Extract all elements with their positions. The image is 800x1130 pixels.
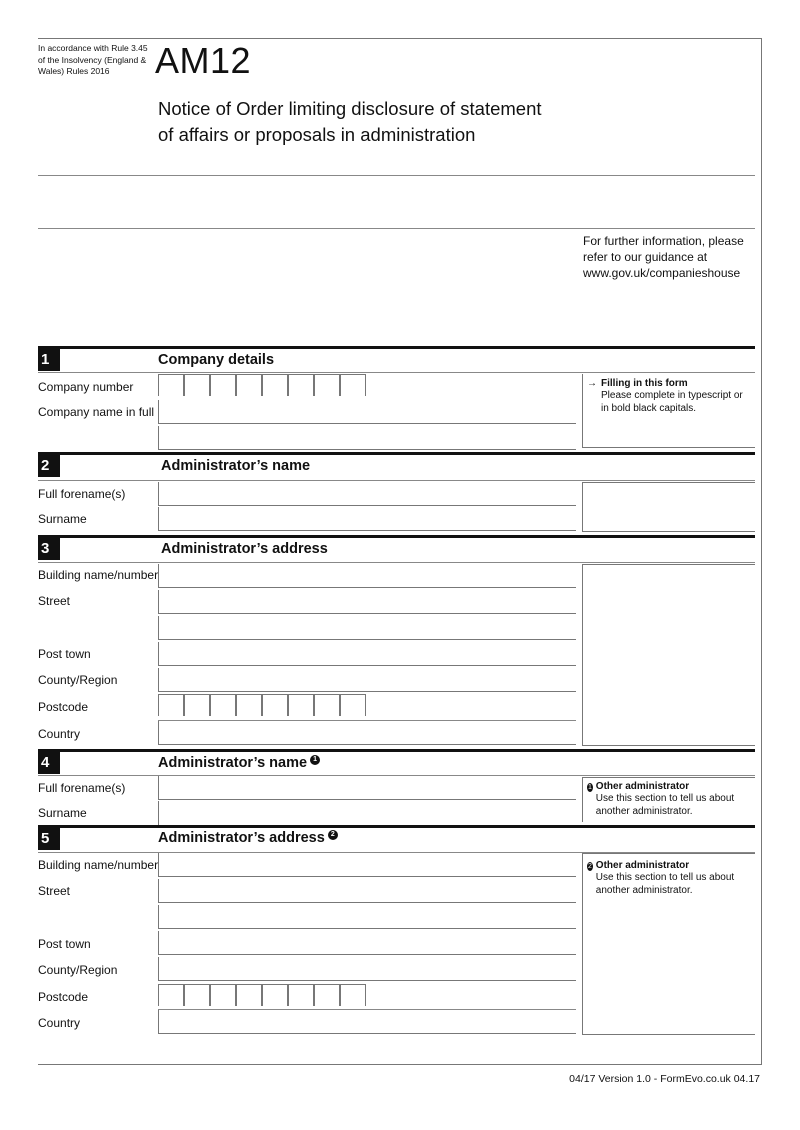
section-3-rule (38, 535, 755, 538)
s5-building-label: Building name/number (38, 858, 159, 872)
section-1-title: Company details (158, 352, 275, 368)
note-2-marker: 2 (328, 830, 338, 840)
s5-county-field[interactable] (158, 957, 576, 981)
footer-version: 04/17 Version 1.0 - FormEvo.co.uk 04.17 (569, 1073, 760, 1085)
section-5-title-text: Administrator’s address (158, 830, 325, 846)
s3-post-town-field[interactable] (158, 642, 576, 666)
s3-postcode-char-box[interactable] (262, 694, 288, 716)
rule-reference: In accordance with Rule 3.45 of the Insolvency (England & Wales) Rules 2016 (38, 43, 148, 76)
section-5-rule (38, 825, 755, 828)
s5-street-field[interactable] (158, 879, 576, 903)
s4-surname-field[interactable] (158, 801, 576, 825)
company-number-char-box[interactable] (314, 374, 340, 396)
s5-postcode-char-box[interactable] (236, 984, 262, 1006)
note-1-marker: 1 (310, 755, 320, 765)
section-4-number: 4 (38, 752, 60, 774)
company-number-char-box[interactable] (340, 374, 366, 396)
s2-forename-field[interactable] (158, 482, 576, 506)
header-divider (38, 175, 755, 176)
company-number-char-box[interactable] (236, 374, 262, 396)
s3-county-field[interactable] (158, 668, 576, 692)
company-number-label: Company number (38, 380, 134, 394)
section-3-side-panel (582, 564, 755, 746)
form-code: AM12 (155, 40, 252, 81)
section-5-number: 5 (38, 828, 60, 850)
s2-forename-label: Full forename(s) (38, 487, 126, 501)
s3-postcode-char-box[interactable] (314, 694, 340, 716)
section-4-title-text: Administrator’s name (158, 755, 308, 771)
other-admin-note-1-panel (582, 777, 755, 822)
s5-county-label: County/Region (38, 963, 118, 977)
s5-post-town-label: Post town (38, 937, 91, 951)
s3-building-label: Building name/number (38, 568, 159, 582)
arrow-right-icon: → (587, 378, 597, 389)
s5-country-field[interactable] (158, 1010, 576, 1034)
header-divider-2 (38, 228, 755, 229)
other-admin-note-1-text: Use this section to tell us about another administrator. (595, 793, 735, 817)
s5-building-field[interactable] (158, 853, 576, 877)
s2-surname-label: Surname (38, 512, 87, 526)
section-3-subrule (38, 562, 755, 563)
s3-post-town-label: Post town (38, 647, 91, 661)
s5-postcode-label: Postcode (38, 990, 89, 1004)
section-3-number: 3 (38, 538, 60, 560)
s4-surname-label: Surname (38, 806, 87, 820)
s5-postcode-char-box[interactable] (314, 984, 340, 1006)
s3-postcode-char-box[interactable] (288, 694, 314, 716)
section-1-rule (38, 346, 755, 349)
note-2-icon: 2 (587, 863, 592, 870)
filling-note-panel (582, 374, 755, 448)
company-number-char-box[interactable] (210, 374, 236, 396)
other-admin-note-1-head: Other administrator (595, 781, 690, 792)
company-number-char-box[interactable] (288, 374, 314, 396)
s3-country-label: Country (38, 727, 81, 741)
s5-street-label: Street (38, 884, 71, 898)
section-2-subrule (38, 480, 755, 481)
s5-postcode-char-box[interactable] (158, 984, 184, 1006)
s3-building-field[interactable] (158, 564, 576, 588)
section-1-number: 1 (38, 349, 60, 371)
s5-street-field-2[interactable] (158, 905, 576, 929)
s3-postcode-char-box[interactable] (210, 694, 236, 716)
s5-postcode-char-box[interactable] (340, 984, 366, 1006)
s3-street-label: Street (38, 594, 71, 608)
section-2-side-panel (582, 482, 755, 532)
company-name-field[interactable] (158, 400, 576, 424)
section-4-rule (38, 749, 755, 752)
s3-postcode-char-box[interactable] (236, 694, 262, 716)
s3-county-label: County/Region (38, 673, 118, 687)
s5-country-label: Country (38, 1016, 81, 1030)
guidance-text: For further information, please refer to our guidance at www.gov.uk/companieshouse (583, 234, 744, 280)
section-5-title (158, 830, 338, 846)
s5-postcode-char-box[interactable] (184, 984, 210, 1006)
section-4-title (158, 755, 320, 771)
s5-postcode-char-box[interactable] (288, 984, 314, 1006)
section-3-title: Administrator’s address (161, 541, 328, 557)
section-2-title: Administrator’s name (161, 458, 311, 474)
company-number-char-box[interactable] (158, 374, 184, 396)
s2-surname-field[interactable] (158, 507, 576, 531)
other-admin-note-2-head: Other administrator (595, 860, 690, 871)
other-admin-note-2-panel (582, 853, 755, 1035)
s3-street-field-2[interactable] (158, 616, 576, 640)
s3-country-field[interactable] (158, 721, 576, 745)
s5-postcode-char-box[interactable] (210, 984, 236, 1006)
s5-post-town-field[interactable] (158, 931, 576, 955)
company-number-char-box[interactable] (184, 374, 210, 396)
s3-street-field[interactable] (158, 590, 576, 614)
s3-postcode-char-box[interactable] (158, 694, 184, 716)
s4-forename-label: Full forename(s) (38, 781, 126, 795)
s3-postcode-label: Postcode (38, 700, 89, 714)
note-1-icon: 1 (587, 784, 592, 791)
section-1-subrule (38, 372, 755, 373)
section-2-rule (38, 452, 755, 455)
s5-postcode-char-box[interactable] (262, 984, 288, 1006)
other-admin-note-2-text: Use this section to tell us about another administrator. (595, 872, 735, 896)
filling-note-text: Please complete in typescript or in bold black capitals. (601, 390, 743, 414)
s4-forename-field[interactable] (158, 776, 576, 800)
form-title: Notice of Order limiting disclosure of statement of affairs or proposals in administration (158, 98, 542, 145)
s3-postcode-char-box[interactable] (184, 694, 210, 716)
s3-postcode-char-box[interactable] (340, 694, 366, 716)
company-name-field-2[interactable] (158, 426, 576, 450)
company-name-label: Company name in full (38, 405, 155, 419)
filling-note-head: Filling in this form (601, 378, 688, 389)
section-2-number: 2 (38, 455, 60, 477)
company-number-char-box[interactable] (262, 374, 288, 396)
